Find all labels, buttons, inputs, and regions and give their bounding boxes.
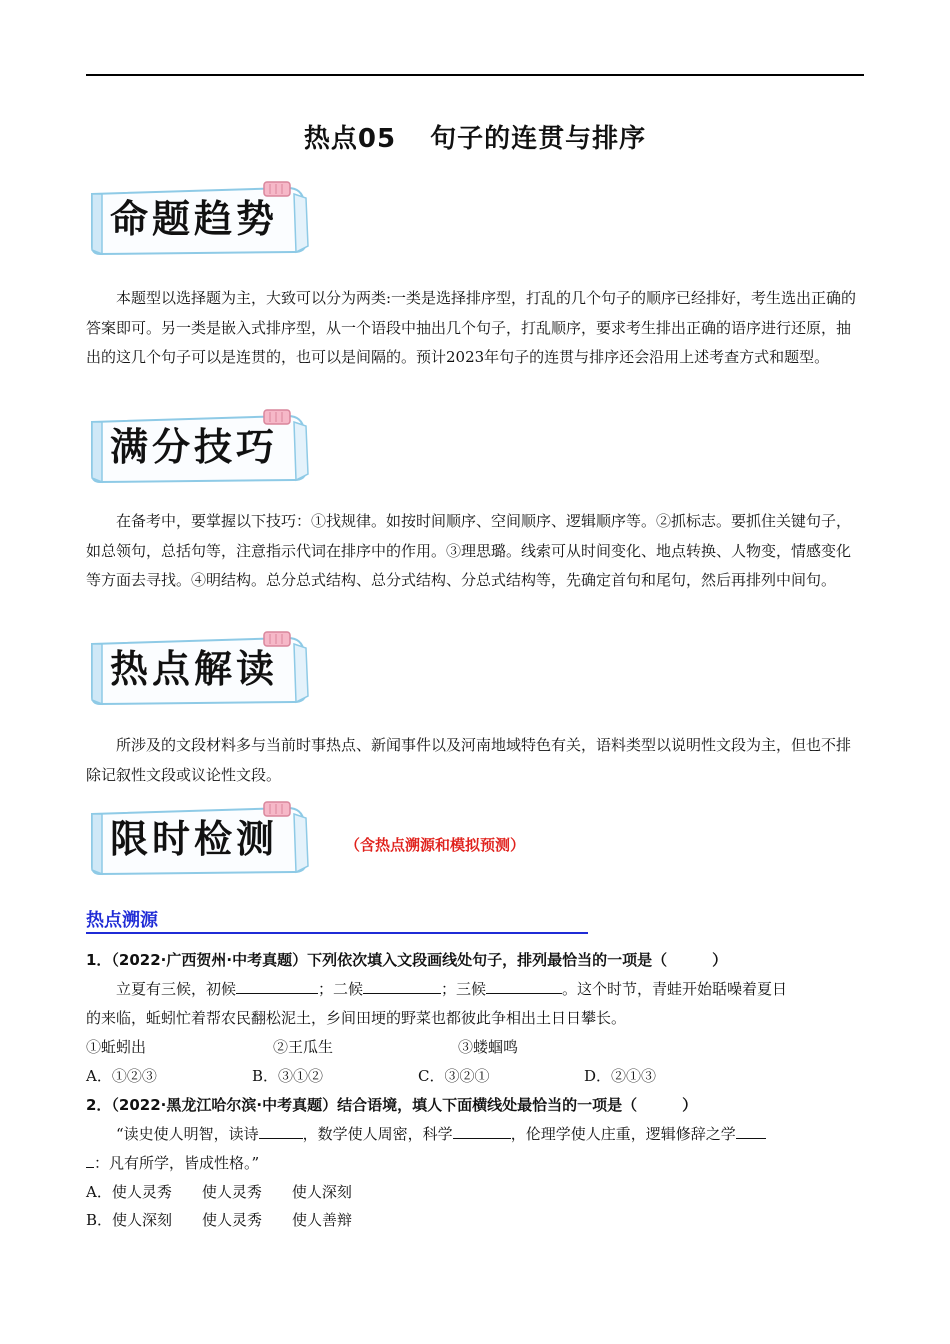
paragraph-hot: 所涉及的文段材料多与当前时事热点、新闻事件以及河南地域特色有关，语料类型以说明性文段为主，但也不排除记叙性文段或议论性文段。 xyxy=(86,736,852,784)
q2-option-b-part: B．使人深刻 xyxy=(86,1211,173,1229)
q1-option-d[interactable]: D．②①③ xyxy=(584,1067,657,1085)
paragraph-skills: 在备考中，要掌握以下技巧：①找规律。如按时间顺序、空间顺序、逻辑顺序等。②抓标志。要抓住关键句子，如总领句，总括句等，注意指示代词在排序中的作用。③理思璐。线索可从时间变化、地点转换、人物变，情感变化等方面去寻找。④明结构。总分总式结构、总分式结构、分总式结构等，先确定首句和尾句，然后再排列中间句。 xyxy=(86,512,852,589)
q1-item: ②王瓜生 xyxy=(273,1038,334,1056)
question-1-text xyxy=(116,978,787,999)
title-number: 热点05 xyxy=(303,124,397,154)
question-2-title: 2．（2022·黑龙江哈尔滨·中考真题）结合语境，填人下面横线处最恰当的一项是（ ） xyxy=(86,1096,698,1114)
q1-item: ③蝼蝈鸣 xyxy=(458,1038,519,1056)
q1-text-part: 。这个时节，青蛙开始聒噪着夏日 xyxy=(562,980,788,998)
q2-text-part: “读史使人明智，读诗 xyxy=(116,1125,259,1143)
question-2-text-cont xyxy=(86,1152,259,1173)
blank-line xyxy=(259,1124,303,1139)
title-text: 句子的连贯与排序 xyxy=(430,124,647,154)
q1-option-a[interactable]: A．①②③ xyxy=(86,1067,157,1085)
q2-text-part: ，伦理学使人庄重，逻辑修辞之学 xyxy=(510,1125,736,1143)
q2-option-b-part: 使人灵秀 xyxy=(202,1211,263,1229)
q2-option-a-part: 使人深刻 xyxy=(291,1183,352,1201)
paragraph-trend: 本题型以选择题为主，大致可以分为两类:一类是选择排序型，打乱的几个句子的顺序已经排好，考生选出正确的答案即可。另一类是嵌入式排序型，从一个语段中抽出几个句子，打乱顺序，要求考生排出正确的语序进行还原，抽出的这几个句子可以是连贯的，也可以是间隔的。预计2023年句子的连贯与排序还会沿用上述考查方式和题型。 xyxy=(86,289,857,366)
section-underline xyxy=(86,932,588,934)
banner-skills xyxy=(88,408,314,482)
q2-text-part: ：凡有所学，皆成性格。” xyxy=(94,1154,260,1172)
banner-label: 满分技巧 xyxy=(110,425,279,469)
top-rule xyxy=(86,74,864,76)
question-1-text-cont: 的来临，蚯蚓忙着帮农民翻松泥土，乡间田埂的野菜也都彼此争相出土日日攀长。 xyxy=(86,1009,627,1027)
blank-line xyxy=(236,979,318,994)
blank-line xyxy=(86,1153,94,1168)
page-title xyxy=(0,118,950,155)
blank-line xyxy=(363,979,441,994)
banner-trend xyxy=(88,180,314,254)
q1-text-part: 立夏有三候，初候 xyxy=(116,980,237,998)
blank-line xyxy=(486,979,562,994)
q1-option-b[interactable]: B．③①② xyxy=(252,1067,324,1085)
banner-note: （含热点溯源和模拟预测） xyxy=(345,836,526,854)
blank-line xyxy=(453,1124,511,1139)
question-2-text xyxy=(116,1123,766,1144)
q2-text-part: ，数学使人周密，科学 xyxy=(302,1125,453,1143)
banner-test xyxy=(88,800,314,874)
q2-option-b-part: 使人善辩 xyxy=(292,1211,353,1229)
banner-hot xyxy=(88,630,314,704)
q2-option-b[interactable] xyxy=(86,1209,352,1230)
banner-label: 命题趋势 xyxy=(110,197,279,241)
banner-label: 限时检测 xyxy=(110,817,279,861)
q1-text-part: ；二候 xyxy=(318,980,364,998)
q1-text-part: ；三候 xyxy=(441,980,487,998)
q2-option-a[interactable] xyxy=(86,1181,352,1202)
q2-option-a-part: A．使人灵秀 xyxy=(86,1183,172,1201)
q1-option-c[interactable]: C．③②① xyxy=(418,1067,490,1085)
question-1-title: 1．（2022·广西贺州·中考真题）下列依次填入文段画线处句子，排列最恰当的一项是（ ） xyxy=(86,951,728,969)
q1-item: ①蚯蚓出 xyxy=(86,1038,147,1056)
section-heading: 热点溯源 xyxy=(86,910,158,931)
q2-option-a-part: 使人灵秀 xyxy=(201,1183,262,1201)
banner-label: 热点解读 xyxy=(110,647,279,691)
blank-line xyxy=(736,1124,766,1139)
